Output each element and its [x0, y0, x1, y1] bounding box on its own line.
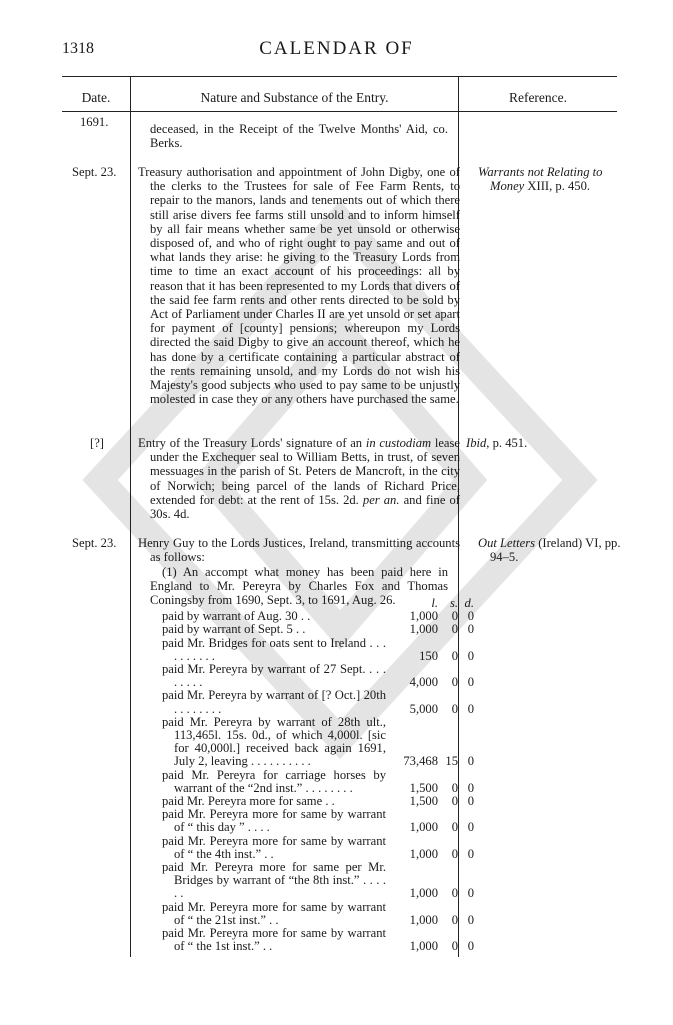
account-row-shillings: 0 — [451, 622, 458, 637]
account-row-description: paid by warrant of Aug. 30 . . — [162, 609, 311, 624]
shillings-header: s. — [449, 596, 458, 610]
account-row-pounds: 5,000 — [409, 701, 438, 716]
entry2-text-e: and fine of 30s. 4d. — [150, 492, 460, 522]
account-row — [162, 835, 474, 861]
account-row-shillings: 0 — [451, 912, 458, 927]
entry1-ref-source: Warrants not Relating to Money — [478, 165, 603, 194]
account-row-shillings: 0 — [451, 648, 458, 663]
entry3-ref-rest: (Ireland) VI, pp. 94–5. — [490, 536, 621, 565]
entry1-reference — [478, 165, 628, 193]
account-row-pounds: 150 — [419, 648, 438, 663]
account-row-pence: 0 — [467, 701, 474, 716]
account-row-pence: 0 — [467, 609, 474, 624]
entry2-date: [?] — [90, 436, 104, 450]
entry3-subaccount: (1) An accompt what money has been paid here in England to Mr. Pereyra by Charles Fox and Thomas Coningsby from 1690, Sept. 3, to 1691, Aug. 26. — [150, 565, 448, 608]
pence-header: d. — [464, 596, 474, 610]
account-row — [162, 769, 474, 795]
account-row-pounds: 1,000 — [409, 886, 438, 901]
entry3-text: Henry Guy to the Lords Justices, Ireland, transmitting accounts as follows: — [138, 536, 460, 565]
account-row-description: paid Mr. Pereyra for carriage horses by warrant of the “2nd inst.” . . . . . . . . — [162, 767, 386, 795]
running-title: CALENDAR OF — [259, 38, 414, 59]
account-row — [162, 716, 474, 769]
col-header-nature: Nature and Substance of the Entry. — [200, 90, 389, 105]
entry2-text-perannum: per an. — [362, 492, 400, 507]
entry3-reference — [478, 536, 628, 564]
account-row-pence: 0 — [467, 675, 474, 690]
pounds-header: l. — [431, 596, 438, 610]
account-row-pence: 0 — [467, 886, 474, 901]
account-row-description: paid Mr. Pereyra by warrant of 27 Sept. . . . . . . . . — [162, 662, 386, 690]
rule-header — [62, 111, 617, 112]
entry2-text-c: lease under the Exchequer seal to William Betts, in trust, of seven messuages in the parish of St. Peters de Mancroft, in the city of Norwich; being parcel of the lands of Richard Price, extended for debt: at the rent of 15s. 2d. — [150, 436, 460, 507]
col-header-reference: Reference. — [508, 90, 568, 105]
account-row-pounds: 1,000 — [409, 846, 438, 861]
entry2-text-a: Entry of the Treasury Lords' signature of an — [138, 436, 363, 450]
account-row-shillings: 15 — [445, 754, 458, 769]
account-row — [162, 623, 474, 636]
account-row-description: paid Mr. Pereyra by warrant of 28th ult., 113,465l. 15s. 0d., of which 4,000l. [sic for 40,000l.] received back again 1691, July 2, leaving . . . . . . . . . . — [162, 714, 386, 769]
account-row-shillings: 0 — [451, 675, 458, 690]
account-row-description: paid by warrant of Sept. 5 . . — [162, 622, 306, 637]
account-row-shillings: 0 — [451, 846, 458, 861]
account-row — [162, 808, 474, 834]
account-row-description: paid Mr. Pereyra more for same per Mr. Bridges by warrant of “the 8th inst.” . . . . . . — [162, 860, 386, 901]
account-row-pounds: 1,500 — [409, 780, 438, 795]
col-header-date: Date. — [81, 90, 111, 105]
account-table — [162, 597, 474, 953]
account-row-pounds: 1,000 — [409, 820, 438, 835]
account-row — [162, 637, 474, 663]
account-row-shillings: 0 — [451, 886, 458, 901]
account-row-pounds: 1,000 — [409, 622, 438, 637]
entry3-date: Sept. 23. — [72, 536, 117, 550]
account-row-description: paid Mr. Pereyra by warrant of [? Oct.] 20th . . . . . . . . — [162, 688, 386, 716]
account-row-pounds: 73,468 — [403, 754, 438, 769]
account-row-description: paid Mr. Pereyra more for same by warrant of “ the 21st inst.” . . — [162, 899, 386, 927]
account-row-pounds: 1,000 — [409, 939, 438, 954]
account-row-description: paid Mr. Pereyra more for same by warrant of “ the 1st inst.” . . — [162, 926, 386, 954]
account-row-description: paid Mr. Pereyra more for same by warrant of “ the 4th inst.” . . — [162, 833, 386, 861]
account-row-pence: 0 — [467, 780, 474, 795]
account-row-description: paid Mr. Pereyra more for same by warrant of “ this day ” . . . . — [162, 807, 386, 835]
entry2-reference — [466, 436, 616, 450]
account-row-shillings: 0 — [451, 939, 458, 954]
entry1-date: Sept. 23. — [72, 165, 117, 179]
account-row-pence: 0 — [467, 754, 474, 769]
account-row — [162, 901, 474, 927]
entry1-text: Treasury authorisation and appointment of John Digby, one of the clerks to the Trustees for sale of Fee Farm Rents, to repair to the manors, lands and tenements out of which there still arise divers fee farms still unsold and to inform himself by all fair means whether same be yet unsold or otherwise disposed of, and who of right ought to pay same and out of what lands they arise: he giving to the Treasury Lords from time to time an exact account of his proceedings: all by reason that it has been represented to my Lords that divers of the said fee farm rents and other rents directed to be sold by Act of Parliament under Charles II are yet unsold or set apart for payment of [county] pensions; whereupon my Lords directed the said Digby to give an account thereof, which he has done by a certificate containing a particular abstract of the rents remaining unsold, and my Lords do not wish his Majesty's good subjects who used to pay same to be unjustly molested in case they or any others have purchased the same. — [138, 165, 460, 407]
entry2-ref-page: , p. 451. — [486, 436, 528, 450]
rule-col1 — [130, 77, 131, 957]
account-row-shillings: 0 — [451, 820, 458, 835]
account-row-pounds: 1,000 — [409, 912, 438, 927]
account-row-pence: 0 — [467, 622, 474, 637]
entry3-ref-source: Out Letters — [478, 536, 536, 550]
account-row-description: paid Mr. Bridges for oats sent to Ireland . . . . . . . . . . — [162, 635, 386, 663]
account-row-shillings: 0 — [451, 701, 458, 716]
account-row-pounds: 1,500 — [409, 794, 438, 809]
account-row-pence: 0 — [467, 648, 474, 663]
account-row-shillings: 0 — [451, 609, 458, 624]
account-row — [162, 927, 474, 953]
entry2-ref-ibid: Ibid — [466, 436, 487, 450]
entry-continuation: deceased, in the Receipt of the Twelve Months' Aid, co. Berks. — [150, 122, 448, 151]
account-row-pence: 0 — [467, 820, 474, 835]
account-row-pence: 0 — [467, 939, 474, 954]
entry1-ref-page: XIII, p. 450. — [527, 179, 591, 194]
entry-date-year: 1691. — [80, 115, 109, 129]
entry2-text-latin: in custodiam — [365, 436, 432, 450]
account-row — [162, 663, 474, 689]
account-row — [162, 861, 474, 901]
page-number: 1318 — [62, 40, 94, 57]
account-row-pence: 0 — [467, 794, 474, 809]
entry2-text — [138, 436, 460, 521]
account-row-shillings: 0 — [451, 794, 458, 809]
account-row — [162, 689, 474, 715]
account-row-shillings: 0 — [451, 780, 458, 795]
account-row-pence: 0 — [467, 846, 474, 861]
account-row-description: paid Mr. Pereyra more for same . . — [162, 794, 335, 809]
account-row-pounds: 4,000 — [409, 675, 438, 690]
rule-top — [62, 76, 617, 77]
account-row-pounds: 1,000 — [409, 609, 438, 624]
account-row-pence: 0 — [467, 912, 474, 927]
